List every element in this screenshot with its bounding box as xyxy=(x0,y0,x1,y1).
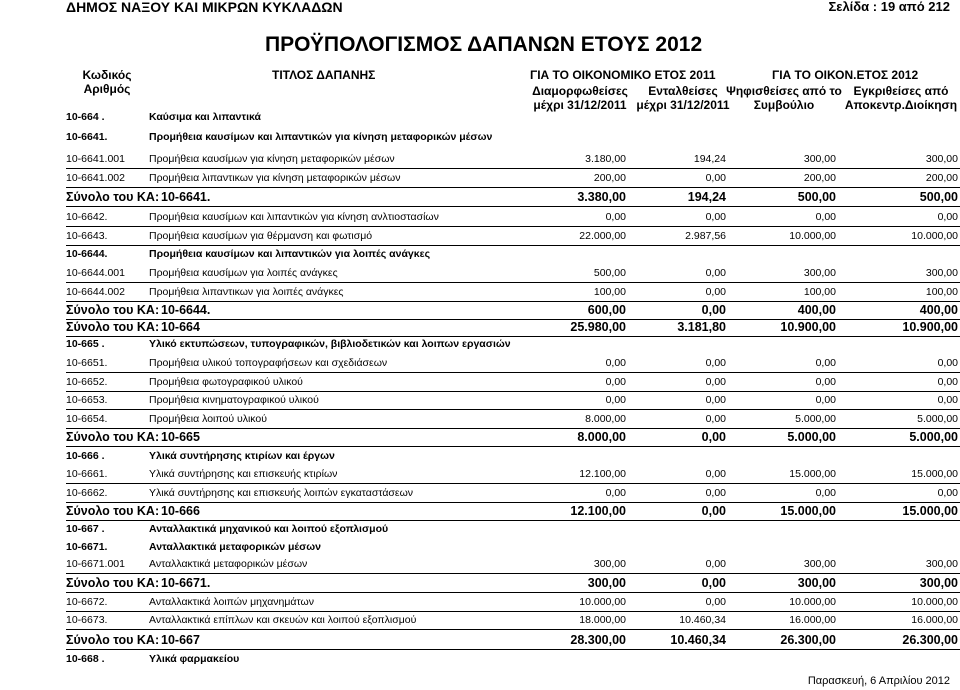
value-paid: 0,00 xyxy=(705,487,726,499)
value-formed: 100,00 xyxy=(593,286,626,298)
row-code: 10-6643. xyxy=(66,230,108,242)
value-formed: 0,00 xyxy=(605,394,626,406)
value-formed: 28.300,00 xyxy=(570,633,626,647)
row-title: Καύσιμα και λιπαντικά xyxy=(149,111,261,123)
row-title: Ανταλλακτικά λοιπών μηχανημάτων xyxy=(149,596,314,608)
value-formed: 25.980,00 xyxy=(570,320,626,334)
row-title: Προμήθεια καυσίμων και λιπαντικών για κίνηση μεταφορικών μέσων xyxy=(149,131,493,143)
value-formed: 3.180,00 xyxy=(585,153,626,165)
row-code: 10-6641.002 xyxy=(66,172,125,184)
group-heading-row xyxy=(66,128,958,146)
row-code: 10-6654. xyxy=(66,413,108,425)
table-row xyxy=(66,391,958,409)
row-title: Προμήθεια καυσίμων και λιπαντικών για κίνηση ανλτιοστασίων xyxy=(149,211,439,223)
value-paid: 0,00 xyxy=(705,558,726,570)
header-code-line2: Αριθμός xyxy=(83,82,131,96)
row-title: Προμήθεια λοιπού υλικού xyxy=(149,413,268,425)
value-formed: 12.100,00 xyxy=(579,468,626,480)
table-row xyxy=(66,555,958,573)
row-code: 10-6641.001 xyxy=(66,153,125,165)
row-title: Υλικά συντήρησης και επισκευής κτιρίων xyxy=(149,468,338,480)
value-approved: 500,00 xyxy=(919,190,958,204)
table-row xyxy=(66,465,958,483)
subtotal-row xyxy=(66,428,958,446)
value-paid: 0,00 xyxy=(705,286,726,298)
value-approved: 5.000,00 xyxy=(909,430,958,444)
row-title: Υλικά φαρμακείου xyxy=(149,653,240,665)
row-code: 10-6653. xyxy=(66,394,108,406)
value-formed: 200,00 xyxy=(593,172,626,184)
header-code xyxy=(72,68,142,96)
value-formed: 300,00 xyxy=(587,576,626,590)
value-voted: 200,00 xyxy=(803,172,836,184)
subtotal-label: Σύνολο του ΚΑ: xyxy=(66,320,160,334)
row-title: Προμήθεια λιπαντικων για κίνηση μεταφορικών μέσων xyxy=(149,172,401,184)
value-approved: 0,00 xyxy=(937,487,958,499)
value-approved: 15.000,00 xyxy=(902,504,958,518)
value-voted: 300,00 xyxy=(797,576,836,590)
page-title: ΠΡΟΫΠΟΛΟΓΙΣΜΟΣ ΔΑΠΑΝΩΝ ΕΤΟΥΣ 2012 xyxy=(265,33,703,56)
value-formed: 18.000,00 xyxy=(579,614,626,626)
value-approved: 400,00 xyxy=(919,303,958,317)
table-row xyxy=(66,150,958,168)
value-paid: 10.460,34 xyxy=(679,614,726,626)
value-voted: 15.000,00 xyxy=(780,504,836,518)
value-approved: 5.000,00 xyxy=(917,413,958,425)
value-voted: 26.300,00 xyxy=(780,633,836,647)
value-paid: 0,00 xyxy=(705,596,726,608)
value-voted: 500,00 xyxy=(797,190,836,204)
subtotal-row xyxy=(66,188,958,206)
value-voted: 300,00 xyxy=(803,153,836,165)
value-approved: 10.900,00 xyxy=(902,320,958,334)
group-heading-row xyxy=(66,650,958,668)
value-voted: 400,00 xyxy=(797,303,836,317)
table-row xyxy=(66,227,958,245)
row-title: Προμήθεια καυσίμων και λιπαντικών για λοιπές ανάγκες xyxy=(149,248,431,260)
value-paid: 3.181,80 xyxy=(677,320,726,334)
value-approved: 100,00 xyxy=(925,286,958,298)
value-formed: 0,00 xyxy=(605,357,626,369)
group-heading-row xyxy=(66,520,958,538)
row-code: 10-6644. xyxy=(66,248,108,260)
row-code: 10-6641. xyxy=(66,131,108,143)
table-row xyxy=(66,593,958,611)
row-code: 10-6673. xyxy=(66,614,108,626)
subtotal-code: 10-6644. xyxy=(161,303,211,317)
row-title: Προμήθεια κινηματογραφικού υλικού xyxy=(149,394,319,406)
value-paid: 0,00 xyxy=(705,376,726,388)
value-paid: 0,00 xyxy=(705,267,726,279)
value-formed: 8.000,00 xyxy=(577,430,626,444)
row-divider xyxy=(66,629,960,630)
group-heading-row xyxy=(66,108,958,126)
row-title: Προμήθεια υλικού τοπογραφήσεων και σχεδιάσεων xyxy=(149,357,388,369)
value-formed: 0,00 xyxy=(605,376,626,388)
row-title: Προμήθεια φωτογραφικού υλικού xyxy=(149,376,303,388)
subtotal-row xyxy=(66,301,958,319)
value-approved: 0,00 xyxy=(937,211,958,223)
row-title: Υλικά συντήρησης κτιρίων και έργων xyxy=(149,450,335,462)
subtotal-code: 10-6671. xyxy=(161,576,211,590)
row-code: 10-6644.002 xyxy=(66,286,125,298)
subtotal-row xyxy=(66,574,958,592)
value-approved: 26.300,00 xyxy=(902,633,958,647)
value-voted: 10.900,00 xyxy=(780,320,836,334)
subtotal-row xyxy=(66,318,958,336)
header-code-line1: Κωδικός xyxy=(82,68,132,82)
value-formed: 10.000,00 xyxy=(579,596,626,608)
value-paid: 194,24 xyxy=(687,190,726,204)
row-title: Υλικό εκτυπώσεων, τυπογραφικών, βιβλιοδετικών και λοιπων εργασιών xyxy=(149,338,511,350)
value-paid: 0,00 xyxy=(705,211,726,223)
value-formed: 500,00 xyxy=(593,267,626,279)
subtotal-label: Σύνολο του ΚΑ: xyxy=(66,504,160,518)
row-title: Προμήθεια καυσίμων για κίνηση μεταφορικών μέσων xyxy=(149,153,395,165)
value-approved: 10.000,00 xyxy=(911,230,958,242)
header-approved-line1: Εγκριθείσες από xyxy=(853,84,949,98)
value-formed: 300,00 xyxy=(593,558,626,570)
header-paid-line1: Ενταλθείσες xyxy=(648,84,718,98)
row-title: Προμήθεια λιπαντικων για λοιπές ανάγκες xyxy=(149,286,344,298)
value-approved: 0,00 xyxy=(937,376,958,388)
row-code: 10-6662. xyxy=(66,487,108,499)
value-approved: 15.000,00 xyxy=(911,468,958,480)
value-paid: 0,00 xyxy=(705,172,726,184)
table-row xyxy=(66,611,958,629)
value-voted: 0,00 xyxy=(815,487,836,499)
value-voted: 10.000,00 xyxy=(789,230,836,242)
group-heading-row xyxy=(66,335,958,353)
subtotal-code: 10-664 xyxy=(161,320,200,334)
row-code: 10-666 . xyxy=(66,450,105,462)
value-voted: 0,00 xyxy=(815,357,836,369)
value-voted: 16.000,00 xyxy=(789,614,836,626)
group-heading-row xyxy=(66,447,958,465)
value-paid: 0,00 xyxy=(705,413,726,425)
table-row xyxy=(66,264,958,282)
value-paid: 2.987,56 xyxy=(685,230,726,242)
group-heading-row xyxy=(66,538,958,556)
value-paid: 0,00 xyxy=(701,303,726,317)
header-voted-line1: Ψηφισθείσες από το xyxy=(726,84,842,98)
header-formed-line2: μέχρι 31/12/2011 xyxy=(533,98,627,112)
value-formed: 600,00 xyxy=(587,303,626,317)
row-title: Ανταλλακτικά μηχανικού και λοιπού εξοπλισμού xyxy=(149,523,389,535)
row-code: 10-668 . xyxy=(66,653,105,665)
value-approved: 300,00 xyxy=(925,153,958,165)
value-voted: 15.000,00 xyxy=(789,468,836,480)
subtotal-label: Σύνολο του ΚΑ: xyxy=(66,190,160,204)
table-row xyxy=(66,169,958,187)
value-voted: 100,00 xyxy=(803,286,836,298)
row-code: 10-6671. xyxy=(66,541,108,553)
subtotal-row xyxy=(66,502,958,520)
subtotal-label: Σύνολο του ΚΑ: xyxy=(66,576,160,590)
subtotal-row xyxy=(66,631,958,649)
row-code: 10-6672. xyxy=(66,596,108,608)
value-voted: 10.000,00 xyxy=(789,596,836,608)
value-approved: 10.000,00 xyxy=(911,596,958,608)
row-title: Ανταλλακτικά μεταφορικών μέσων xyxy=(149,558,308,570)
subtotal-label: Σύνολο του ΚΑ: xyxy=(66,303,160,317)
row-code: 10-6661. xyxy=(66,468,108,480)
value-paid: 0,00 xyxy=(701,504,726,518)
subtotal-code: 10-666 xyxy=(161,504,200,518)
row-code: 10-664 . xyxy=(66,111,105,123)
value-paid: 0,00 xyxy=(701,430,726,444)
header-fy2012: ΓΙΑ ΤΟ ΟΙΚΟΝ.ΕΤΟΣ 2012 xyxy=(772,68,919,82)
value-formed: 3.380,00 xyxy=(577,190,626,204)
value-voted: 300,00 xyxy=(803,267,836,279)
table-row xyxy=(66,373,958,391)
table-row xyxy=(66,354,958,372)
row-title: Προμήθεια καυσίμων για θέρμανση και φωτισμό xyxy=(149,230,373,242)
value-approved: 0,00 xyxy=(937,394,958,406)
table-row xyxy=(66,283,958,301)
subtotal-label: Σύνολο του ΚΑ: xyxy=(66,633,160,647)
subtotal-code: 10-667 xyxy=(161,633,200,647)
row-title: Ανταλλακτικά επίπλων και σκευών και λοιπού εξοπλισμού xyxy=(149,614,417,626)
row-code: 10-6652. xyxy=(66,376,108,388)
subtotal-code: 10-6641. xyxy=(161,190,211,204)
value-formed: 12.100,00 xyxy=(570,504,626,518)
footer-date: Παρασκευή, 6 Απριλίου 2012 xyxy=(807,675,950,687)
page-number: Σελίδα : 19 από 212 xyxy=(828,0,950,14)
header-paid-line2: μέχρι 31/12/2011 xyxy=(636,98,730,112)
value-voted: 5.000,00 xyxy=(795,413,836,425)
header-formed-line1: Διαμορφωθείσες xyxy=(532,84,628,98)
row-title: Προμήθεια καυσίμων για λοιπές ανάγκες xyxy=(149,267,338,279)
header-title: ΤΙΤΛΟΣ ΔΑΠΑΝΗΣ xyxy=(272,68,376,82)
value-approved: 0,00 xyxy=(937,357,958,369)
value-approved: 300,00 xyxy=(919,576,958,590)
value-paid: 10.460,34 xyxy=(670,633,726,647)
organization-name: ΔΗΜΟΣ ΝΑΞΟΥ ΚΑΙ ΜΙΚΡΩΝ ΚΥΚΛΑΔΩΝ xyxy=(66,0,343,15)
value-formed: 0,00 xyxy=(605,211,626,223)
value-paid: 0,00 xyxy=(705,357,726,369)
value-formed: 0,00 xyxy=(605,487,626,499)
row-code: 10-6671.001 xyxy=(66,558,125,570)
subtotal-code: 10-665 xyxy=(161,430,200,444)
value-voted: 0,00 xyxy=(815,376,836,388)
value-paid: 0,00 xyxy=(701,576,726,590)
header-fy2011: ΓΙΑ ΤΟ ΟΙΚΟΝΟΜΙΚΟ ΕΤΟΣ 2011 xyxy=(530,68,716,82)
row-code: 10-6642. xyxy=(66,211,108,223)
group-heading-row xyxy=(66,245,958,263)
value-approved: 200,00 xyxy=(925,172,958,184)
value-paid: 0,00 xyxy=(705,394,726,406)
subtotal-label: Σύνολο του ΚΑ: xyxy=(66,430,160,444)
value-formed: 22.000,00 xyxy=(579,230,626,242)
row-code: 10-665 . xyxy=(66,338,105,350)
row-divider xyxy=(66,206,960,207)
row-code: 10-6644.001 xyxy=(66,267,125,279)
row-code: 10-6651. xyxy=(66,357,108,369)
row-title: Υλικά συντήρησης και επισκευής λοιπών εγκαταστάσεων xyxy=(149,487,414,499)
value-voted: 5.000,00 xyxy=(787,430,836,444)
row-code: 10-667 . xyxy=(66,523,105,535)
table-row xyxy=(66,410,958,428)
table-row xyxy=(66,208,958,226)
value-voted: 300,00 xyxy=(803,558,836,570)
value-paid: 194,24 xyxy=(693,153,726,165)
value-approved: 300,00 xyxy=(925,558,958,570)
value-approved: 300,00 xyxy=(925,267,958,279)
value-voted: 0,00 xyxy=(815,211,836,223)
value-formed: 8.000,00 xyxy=(585,413,626,425)
row-title: Ανταλλακτικά μεταφορικών μέσων xyxy=(149,541,322,553)
value-approved: 16.000,00 xyxy=(911,614,958,626)
header-voted-line2: Συμβούλιο xyxy=(753,98,815,112)
value-paid: 0,00 xyxy=(705,468,726,480)
header-approved-line2: Αποκεντρ.Διοίκηση xyxy=(844,98,958,112)
table-row xyxy=(66,484,958,502)
value-voted: 0,00 xyxy=(815,394,836,406)
